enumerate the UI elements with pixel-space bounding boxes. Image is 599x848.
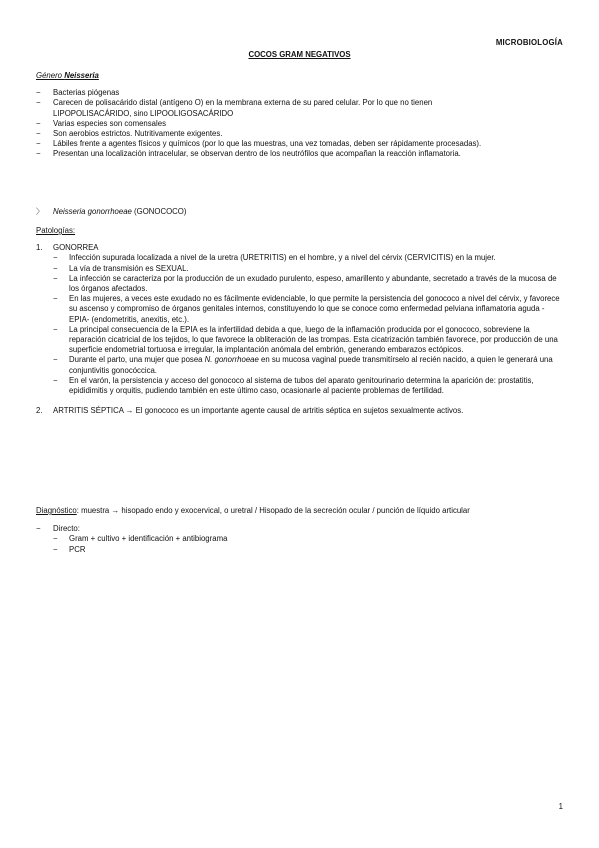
diagnosis-label: Diagnóstico bbox=[36, 506, 77, 515]
list-item: − Durante el parto, una mujer que posea N. gonorrhoeae en su mucosa vaginal puede transmitírselo al recién nacido, a quien le generará una conjuntivitis gonocóccica. bbox=[53, 355, 563, 375]
list-item: − En las mujeres, a veces este exudado no es fácilmente evidenciable, lo que permite la persistencia del gonococo a nivel del cérvix, y favorece su ascenso y compromiso de órganos genitales internos, constituyendo lo que se conoce como enfermedad pelviana inflamatoria aguda -EPIA- (endometritis, anexitis, etc.). bbox=[53, 294, 563, 325]
genus-section bbox=[36, 71, 563, 160]
list-item: − Son aerobios estrictos. Nutritivamente exigentes. bbox=[36, 129, 563, 139]
pathologies-section bbox=[36, 226, 563, 416]
diagnosis-section bbox=[36, 506, 563, 555]
list-item: − Gram + cultivo + identificación + antibiograma bbox=[53, 534, 563, 544]
list-item: − Directo: − Gram + cultivo + identificación + antibiograma − PCR bbox=[36, 524, 563, 555]
genus-heading: Género Neisseria bbox=[36, 71, 99, 80]
list-item: − Presentan una localización intracelular, se observan dentro de los neutrófilos que acompañan la reacción inflamatoria. bbox=[36, 149, 563, 159]
page-title: COCOS GRAM NEGATIVOS bbox=[248, 50, 351, 59]
list-item: − La vía de transmisión es SEXUAL. bbox=[53, 264, 563, 274]
genus-bullets bbox=[36, 88, 563, 159]
list-item: − Lábiles frente a agentes físicos y químicos (por lo que las muestras, una vez tomadas, deben ser rápidamente procesadas). bbox=[36, 139, 563, 149]
pathologies-heading: Patologías: bbox=[36, 226, 76, 235]
list-item: − Bacterias piógenas bbox=[36, 88, 563, 98]
list-item: − Infección supurada localizada a nivel de la uretra (URETRITIS) en el hombre, y a nivel del cérvix (CERVICITIS) en la mujer. bbox=[53, 253, 563, 263]
list-item: − La principal consecuencia de la EPIA es la infertilidad debida a que, luego de la inflamación producida por el gonococo, sobreviene la reparación cicatricial de los tejidos, lo que favorece la obliteración de las trompas. Esta cicatrización también favorece, por producción de una superficie endometrial tortuosa e irregular, la implantación anómala del embrión, generando embarazos ectópicos. bbox=[53, 325, 563, 356]
direct-methods bbox=[53, 534, 563, 554]
species-heading: 〉 Neisseria gonorrhoeae (GONOCOCO) bbox=[36, 207, 187, 216]
pathology-artritis: 2. ARTRITIS SÉPTICA → El gonococo es un importante agente causal de artritis séptica en sujetos sexualmente activos. bbox=[36, 406, 464, 416]
list-item: − La infección se caracteriza por la producción de un exudado purulento, espeso, amarillento y abundante, secretado a través de la mucosa de los órganos afectados. bbox=[53, 274, 563, 294]
list-item: − Carecen de polisacárido distal (antígeno O) en la membrana externa de su pared celular. Por lo que no tienen LIPOPOLISACÁRIDO, sino LIPOOLIGOSACÁRIDO bbox=[36, 98, 563, 118]
page-number: 1 bbox=[558, 802, 563, 811]
gonorrea-bullets bbox=[53, 253, 563, 396]
diagnosis-list bbox=[36, 524, 563, 555]
list-item: − Varias especies son comensales bbox=[36, 119, 563, 129]
chevron-marker-icon: 〉 bbox=[36, 207, 44, 216]
pathology-gonorrea: 1. GONORREA − Infección supurada localizada a nivel de la uretra (URETRITIS) en el hombre, y a nivel del cérvix (CERVICITIS) en la mujer. − La vía de transmisión es SEXUAL. − La infección se caracteriza por la producción de un exudado purulento, espeso, amarillento y abundante, secretado a través de la mucosa de los órganos afectados. − En las mujeres, a veces este exudado no es fácilmente evidenciable, lo que permite la persistencia del gonococo a nivel del cérvix, y favorece su ascenso y compromiso de órganos genitales internos, constituyendo lo que se conoce como enfermedad pelviana inflamatoria aguda -EPIA- (endometritis, anexitis, etc.). − La principal consecuencia de la EPIA es la infertilidad debida a que, luego de la inflamación producida por el gonococo, sobreviene la reparación cicatricial de los tejidos, lo que favorece la obliteración de las trompas. Esta cicatrización también favorece, por producción de una superficie endometrial tortuosa e irregular, la implantación anómala del embrión, generando embarazos ectópicos. − Durante el parto, una mujer que posea N. gonorrhoeae en su mucosa vaginal puede transmitírselo al recién nacido, a quien le generará una conjuntivitis gonocóccica. − En el varón, la persistencia y acceso del gonococo al sistema de tubos del aparato genitourinario determina la aparición de: prostatitis, epididimitis y orquitis, pudiendo también en este último caso, ocasionarle al paciente problemas de fertilidad. bbox=[36, 243, 563, 396]
running-header: MICROBIOLOGÍA bbox=[495, 38, 563, 47]
list-item: − En el varón, la persistencia y acceso del gonococo al sistema de tubos del aparato genitourinario determina la aparición de: prostatitis, epididimitis y orquitis, pudiendo también en este último caso, ocasionarle al paciente problemas de fertilidad. bbox=[53, 376, 563, 396]
diagnosis-line: Diagnóstico: muestra → hisopado endo y exocervical, o uretral / Hisopado de la secreción ocular / punción de líquido articular bbox=[36, 506, 470, 515]
list-item: − PCR bbox=[53, 545, 563, 555]
